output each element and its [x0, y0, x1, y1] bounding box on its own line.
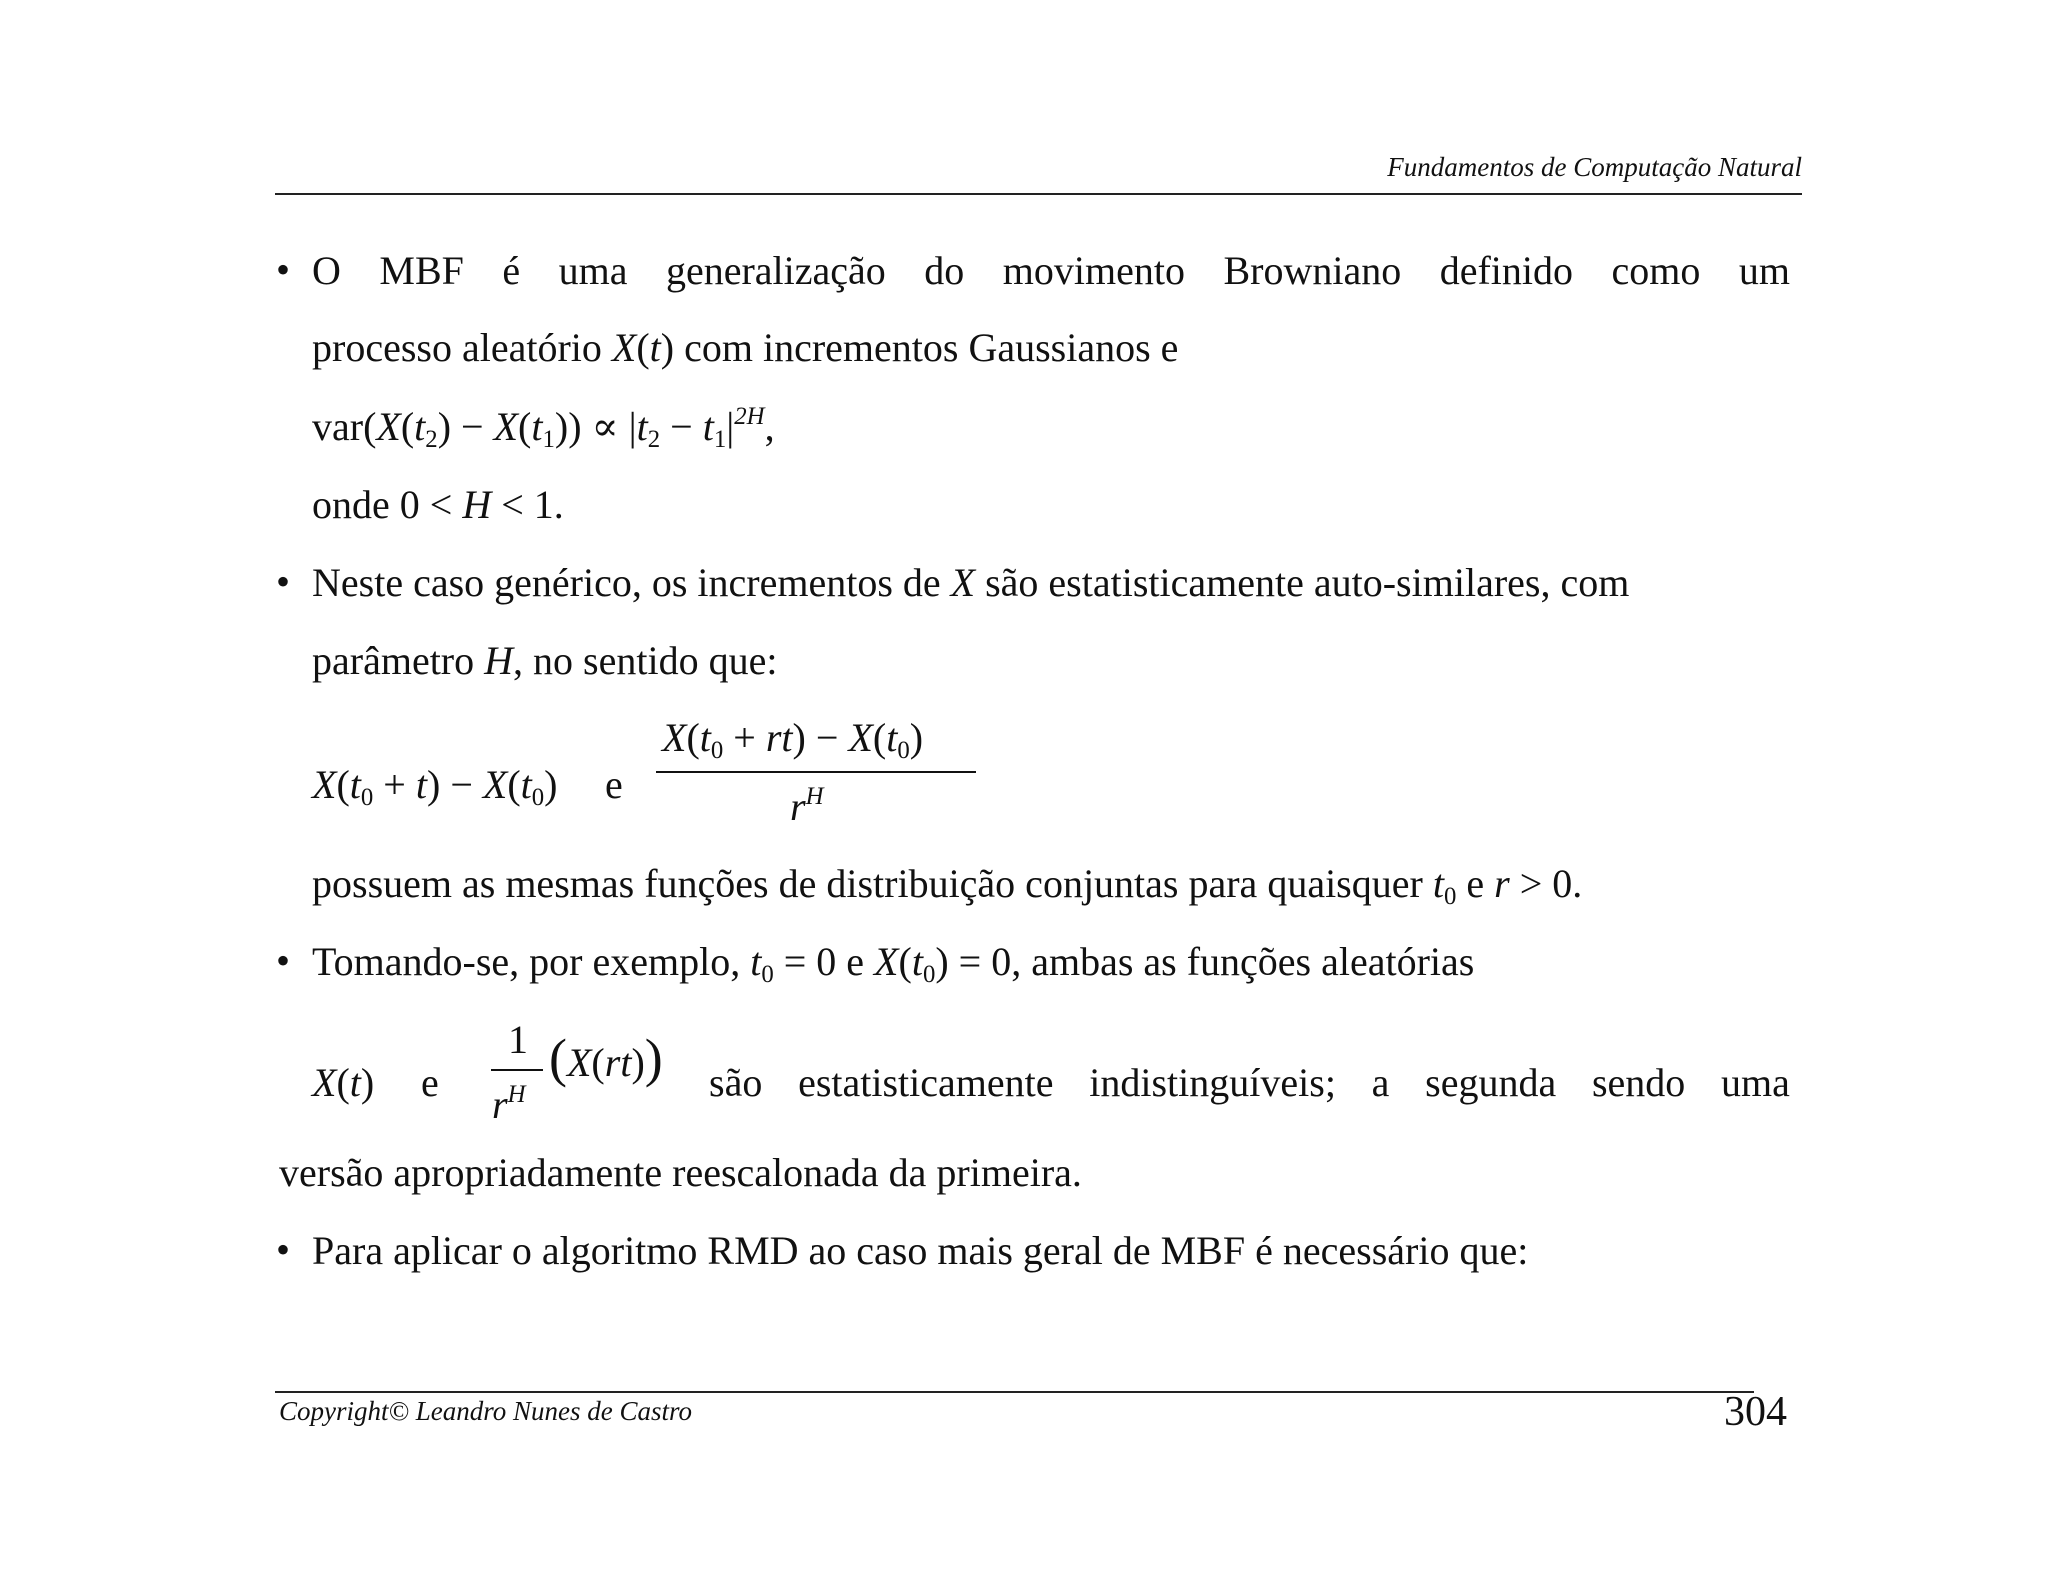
para2-line2: parâmetro H, no sentido que:	[312, 638, 778, 683]
para1-line1-word-0: O	[312, 248, 341, 293]
para2-line3: possuem as mesmas funções de distribuição conjuntas para quaisquer $t_0$ e r > 0.	[312, 861, 1583, 910]
para1-line1-word-7: Browniano	[1223, 248, 1402, 293]
para3-line2-word-1: estatisticamente	[798, 1060, 1054, 1105]
scaled-function: (X(rt))	[549, 1028, 663, 1088]
bullet-3: •	[276, 938, 291, 983]
copyright-notice: Copyright© Leandro Nunes de Castro	[279, 1396, 693, 1426]
para2-line1: Neste caso genérico, os incrementos de X são estatisticamente auto-similares, com	[312, 560, 1630, 605]
page-number: 304	[1724, 1389, 1787, 1435]
para3-line2-word-0: são	[709, 1060, 763, 1105]
para1-line1-word-2: é	[502, 248, 521, 293]
increment-expression: $X(t_0 + t) - X(t_0)$	[312, 762, 558, 811]
para1-line2: processo aleatório X(t) com incrementos Gaussianos e	[312, 325, 1179, 370]
header-rule	[275, 193, 1802, 195]
variance-formula: $var(X(t_2) - X(t_1)) \propto |t_2 - t_1|^{2H}$,	[312, 402, 775, 453]
para3-line2-word-3: a	[1371, 1060, 1390, 1105]
bullet-2: •	[276, 559, 291, 604]
Xt-expression: X(t)	[312, 1060, 375, 1105]
para1-line1	[312, 246, 1790, 296]
para3-line1: Tomando-se, por exemplo, $t_0 = 0$ e $X(t_0) = 0$, ambas as funções aleatórias	[312, 939, 1475, 988]
para1-line4: onde 0 < H < 1.	[312, 482, 564, 527]
para1-line1-word-4: generalização	[665, 248, 886, 293]
fraction-bar	[656, 771, 976, 773]
para3-line2	[709, 1058, 1790, 1108]
para1-line1-word-1: MBF	[379, 248, 464, 293]
bullet-4: •	[276, 1227, 291, 1272]
fraction-numerator: $X(t_0 + rt) - X(t_0)$	[662, 715, 924, 764]
footer-rule	[275, 1391, 1754, 1393]
para3-line2-word-2: indistinguíveis;	[1089, 1060, 1336, 1105]
running-header: Fundamentos de Computação Natural	[1387, 152, 1802, 182]
fraction-denominator: $r^H$	[790, 782, 824, 829]
para1-line1-word-8: definido	[1439, 248, 1574, 293]
small-fraction-denominator: $r^H$	[492, 1080, 526, 1127]
para1-line1-word-3: uma	[558, 248, 628, 293]
bullet-1: •	[276, 247, 291, 292]
small-fraction-bar	[491, 1069, 543, 1071]
para1-line1-word-6: movimento	[1002, 248, 1185, 293]
para3-line2-word-4: segunda	[1425, 1060, 1557, 1105]
para1-line1-word-9: como	[1611, 248, 1701, 293]
para1-line1-word-5: do	[924, 248, 965, 293]
para3-line2-word-6: uma	[1721, 1060, 1790, 1105]
conjunction-e-2: e	[421, 1060, 439, 1105]
para3-line2-word-5: sendo	[1591, 1060, 1686, 1105]
small-fraction-numerator: 1	[508, 1017, 528, 1062]
para1-line1-word-10: um	[1738, 248, 1790, 293]
para3-line3: versão apropriadamente reescalonada da primeira.	[279, 1150, 1082, 1195]
para4-line1: Para aplicar o algoritmo RMD ao caso mais geral de MBF é necessário que:	[312, 1228, 1529, 1273]
conjunction-e-1: e	[605, 762, 623, 807]
